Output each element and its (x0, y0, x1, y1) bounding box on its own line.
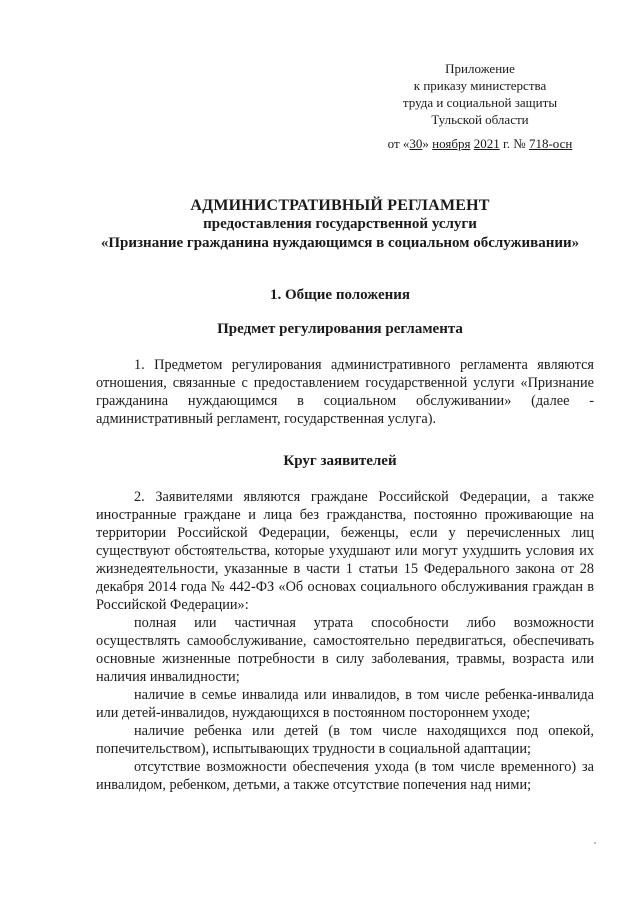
applicants-heading: Круг заявителей (283, 453, 397, 469)
title-main: АДМИНИСТРАТИВНЫЙ РЕГЛАМЕНТ (190, 197, 490, 214)
title-sub-2: «Признание гражданина нуждающимся в социальном обслуживании» (100, 235, 580, 251)
annex-block (360, 60, 600, 128)
subsection-heading: Предмет регулирования регламента (217, 321, 463, 337)
annex-line-4: Тульской области (431, 112, 529, 127)
section-heading: 1. Общие положения (269, 287, 411, 303)
list-item-4: отсутствие возможности обеспечения ухода (в том числе временного) за инвалидом, ребенком, детьми, а также отсутствие попечения над ними; (96, 759, 594, 793)
order-day: 30 (409, 136, 423, 151)
paragraph-1 (96, 356, 594, 428)
order-mid-2: г. № (499, 136, 529, 151)
order-prefix: от « (387, 136, 410, 151)
order-number: 718-осн (528, 136, 573, 151)
annex-line-3: труда и социальной защиты (402, 95, 558, 110)
annex-line-2: к приказу министерства (413, 78, 547, 93)
scan-speck (594, 842, 596, 844)
order-reference (360, 135, 600, 152)
order-month: ноября (432, 136, 471, 151)
paragraph-2 (96, 488, 594, 794)
paragraph-2-text: 2. Заявителями являются граждане Российской Федерации, а также иностранные граждане и лица без гражданства, постоянно проживающие на территории Российской Федерации, беженцы, если у перечисленных лиц существуют обстоятельства, которые ухудшают или могут ухудшить условия их жизнедеятельности, указанные в части 1 статьи 15 Федерального закона от 28 декабря 2014 года № 442-ФЗ «Об основах социального обслуживания граждан в Российской Федерации»: (96, 489, 594, 613)
document-title (80, 196, 600, 253)
list-item-1: полная или частичная утрата способности либо возможности осуществлять самообслуживание, самостоятельно передвигаться, обеспечивать основные жизненные потребности в силу заболевания, травмы, возраста или наличия инвалидности; (96, 615, 594, 685)
paragraph-1-text: 1. Предметом регулирования административного регламента являются отношения, связанные с предоставлением государственной услуги «Признание гражданина нуждающимся в социальном обслуживании» (далее - административный регламент, государственная услуга). (96, 357, 594, 427)
list-item-3: наличие ребенка или детей (в том числе находящихся под опекой, попечительством), испытывающих трудности в социальной адаптации; (96, 723, 594, 757)
list-item-2: наличие в семье инвалида или инвалидов, в том числе ребенка-инвалида или детей-инвалидов, нуждающихся в постоянном постороннем уходе; (96, 687, 594, 721)
order-year: 2021 (473, 136, 500, 151)
order-mid-1: » (422, 136, 433, 151)
title-sub-1: предоставления государственной услуги (203, 216, 477, 232)
annex-line-1: Приложение (445, 61, 515, 76)
